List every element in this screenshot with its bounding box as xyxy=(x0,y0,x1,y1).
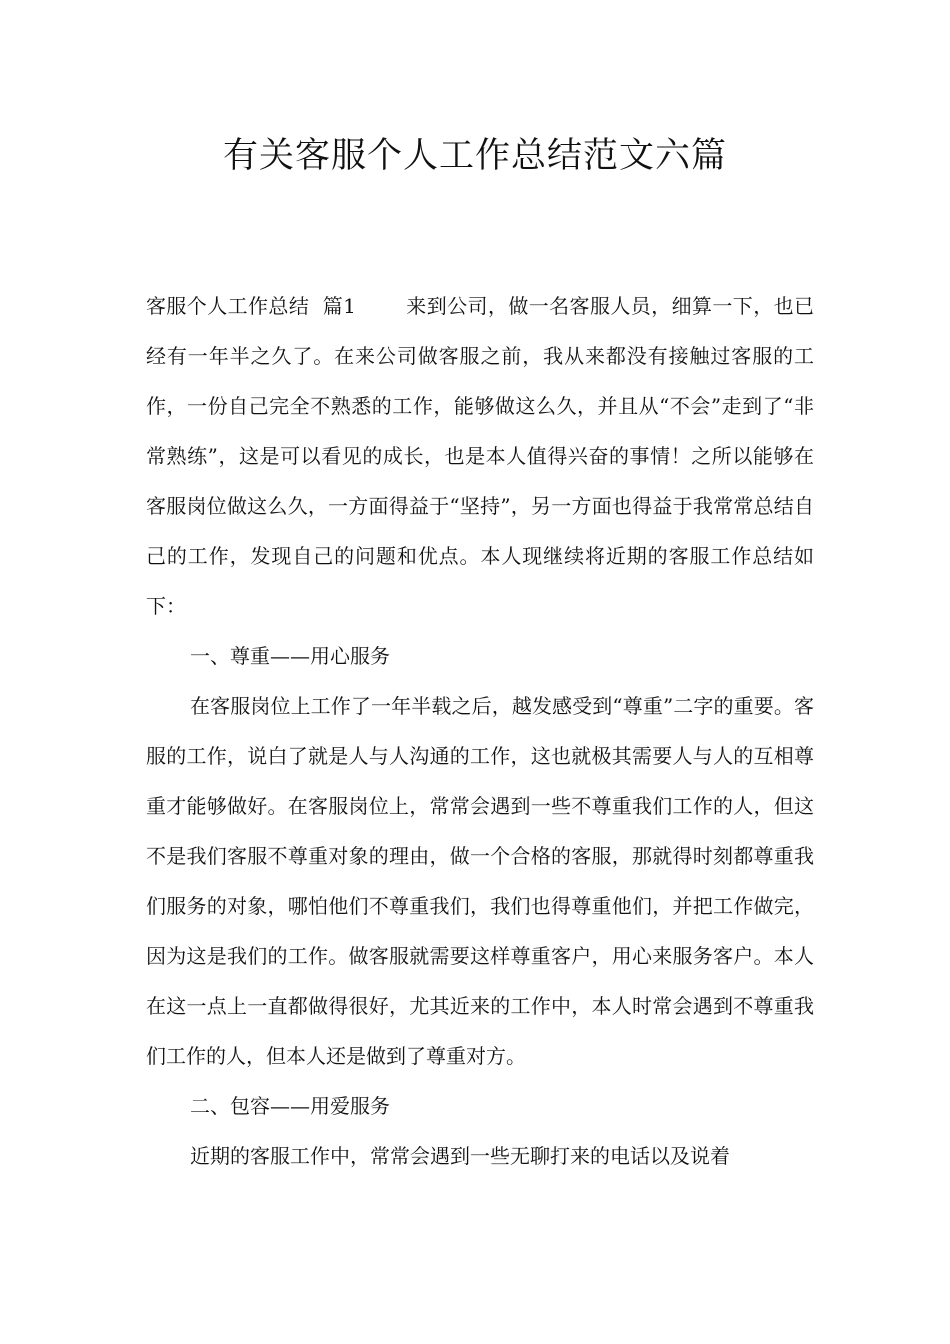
paragraph-intro xyxy=(146,281,814,631)
document-title: 有关客服个人工作总结范文六篇 xyxy=(222,136,727,176)
document-body xyxy=(146,281,814,1181)
section-heading: 客服个人工作总结 篇1 xyxy=(146,294,356,318)
paragraph-respect: 在客服岗位上工作了一年半载之后，越发感受到“尊重”二字的重要。客服的工作，说白了就是人与人沟通的工作，这也就极其需要人与人的互相尊重才能够做好。在客服岗位上，常常会遇到一些不尊重我们工作的人，但这不是我们客服不尊重对象的理由，做一个合格的客服，那就得时刻都尊重我们服务的对象，哪怕他们不尊重我们，我们也得尊重他们，并把工作做完，因为这是我们的工作。做客服就需要这样尊重客户，用心来服务客户。本人在这一点上一直都做得很好，尤其近来的工作中，本人时常会遇到不尊重我们工作的人，但本人还是做到了尊重对方。 xyxy=(146,694,814,1068)
paragraph-text: 来到公司，做一名客服人员，细算一下，也已经有一年半之久了。在来公司做客服之前，我从来都没有接触过客服的工作，一份自己完全不熟悉的工作，能够做这么久，并且从“不会”走到了“非常熟练”，这是可以看见的成长，也是本人值得兴奋的事情！之所以能够在客服岗位做这么久，一方面得益于“坚持”，另一方面也得益于我常常总结自己的工作，发现自己的问题和优点。本人现继续将近期的客服工作总结如下： xyxy=(146,294,815,618)
paragraph-tolerance: 近期的客服工作中，常常会遇到一些无聊打来的电话以及说着 xyxy=(190,1144,730,1168)
section-heading-respect: 一、尊重——用心服务 xyxy=(190,644,390,668)
section-heading-tolerance: 二、包容——用爱服务 xyxy=(190,1094,390,1118)
